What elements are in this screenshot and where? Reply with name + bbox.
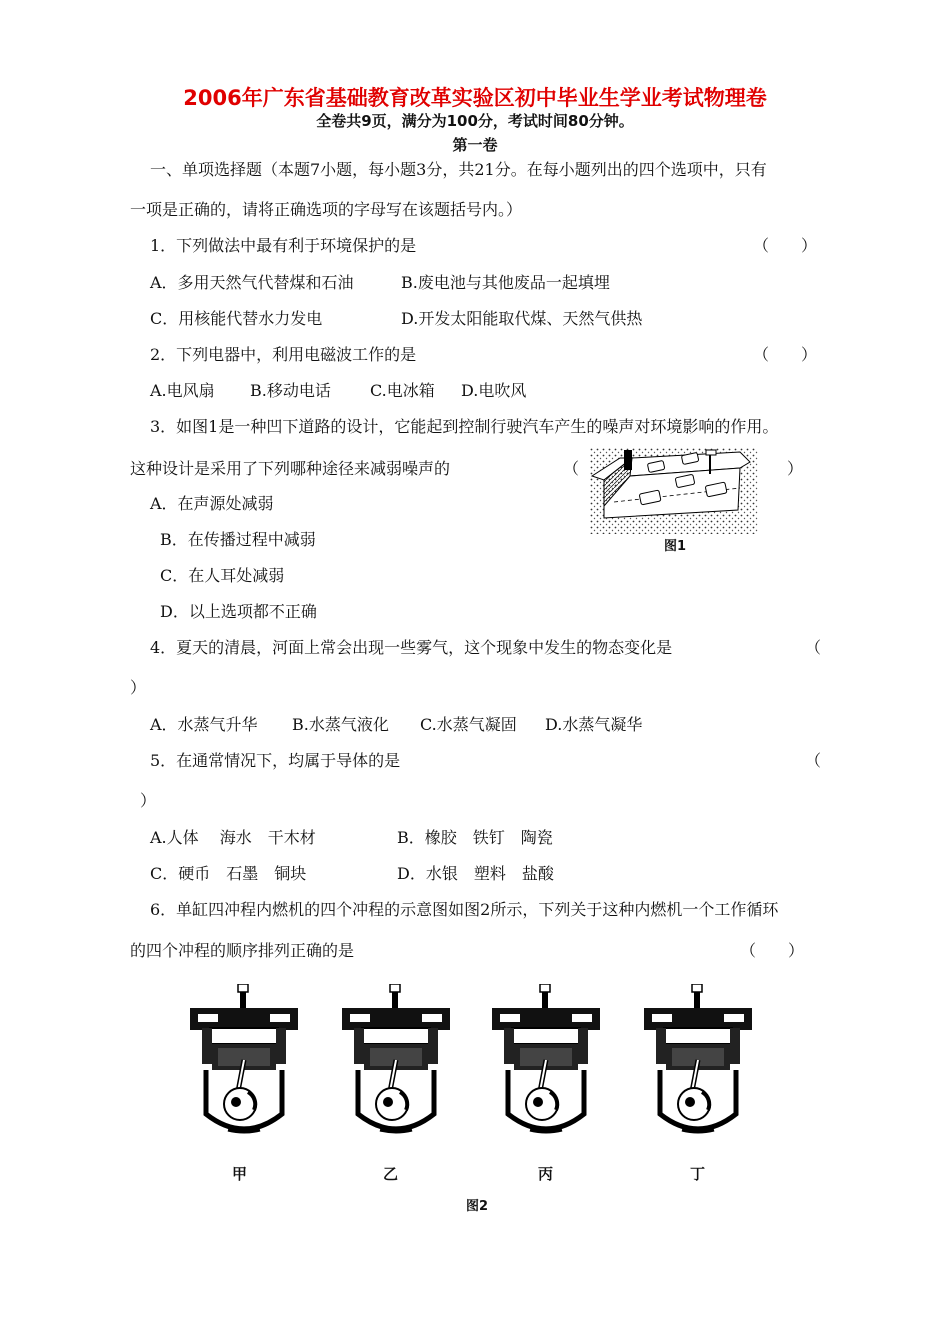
engine-stroke-bing-image xyxy=(490,984,602,1140)
figure1-caption: 图1 xyxy=(664,539,687,554)
q4-option-b: B.水蒸气液化 xyxy=(292,715,389,734)
q4-option-c: C.水蒸气凝固 xyxy=(420,715,517,734)
q3-paren-open: （ xyxy=(563,459,580,478)
q4-option-a: A．水蒸气升华 xyxy=(150,715,258,734)
q5-stem: 5．在通常情况下，均属于导体的是 xyxy=(150,751,401,770)
q1-option-b: B.废电池与其他废品一起填埋 xyxy=(401,273,610,292)
q5-paren-open: （ xyxy=(805,751,822,770)
q2-stem: 2．下列电器中，利用电磁波工作的是 xyxy=(150,345,417,364)
engine-stroke-yi-image xyxy=(340,984,452,1140)
q4-stem: 4．夏天的清晨，河面上常会出现一些雾气，这个现象中发生的物态变化是 xyxy=(150,638,673,657)
figure2-caption: 图2 xyxy=(466,1199,489,1214)
section-intro-line1: 一、单项选择题（本题7小题，每小题3分，共21分。在每小题列出的四个选项中，只有 xyxy=(150,160,767,179)
q5-option-b: B．橡胶 铁钉 陶瓷 xyxy=(397,828,553,847)
exam-title: 2006年广东省基础教育改革实验区初中毕业生学业考试物理卷 xyxy=(183,86,767,110)
engine-label-bing: 丙 xyxy=(538,1165,554,1183)
q1-answer-paren: （ ） xyxy=(753,236,818,255)
q5-option-c: C．硬币 石墨 铜块 xyxy=(150,864,307,883)
q4-paren-open: （ xyxy=(805,638,822,657)
q6-stem-line2: 的四个冲程的顺序排列正确的是 xyxy=(130,941,355,960)
q3-option-c: C．在人耳处减弱 xyxy=(160,566,285,585)
volume-heading: 第一卷 xyxy=(452,136,498,154)
q2-option-b: B.移动电话 xyxy=(250,381,331,400)
engine-label-jia: 甲 xyxy=(232,1165,248,1183)
engine-label-ding: 丁 xyxy=(690,1165,706,1183)
q6-stem-line1: 6．单缸四冲程内燃机的四个冲程的示意图如图2所示，下列关于这种内燃机一个工作循环 xyxy=(150,900,779,919)
q3-stem-line2: 这种设计是采用了下列哪种途径来减弱噪声的 xyxy=(130,459,451,478)
q3-option-d: D．以上选项都不正确 xyxy=(160,602,317,621)
engine-label-yi: 乙 xyxy=(383,1165,399,1183)
engine-stroke-jia-image xyxy=(188,984,300,1140)
q1-option-c: C．用核能代替水力发电 xyxy=(150,309,323,328)
q6-answer-paren: （ ） xyxy=(740,941,805,960)
q2-answer-paren: （ ） xyxy=(753,345,818,364)
q1-option-d: D.开发太阳能取代煤、天然气供热 xyxy=(401,309,643,328)
section-intro-line2: 一项是正确的，请将正确选项的字母写在该题括号内。） xyxy=(130,200,523,219)
q5-option-d: D．水银 塑料 盐酸 xyxy=(397,864,554,883)
figure1-sunken-road-image xyxy=(590,448,758,534)
exam-subtitle: 全卷共9页，满分为100分，考试时间80分钟。 xyxy=(316,112,634,130)
engine-stroke-ding-image xyxy=(642,984,754,1140)
q1-stem: 1．下列做法中最有利于环境保护的是 xyxy=(150,236,417,255)
q2-option-d: D.电吹风 xyxy=(461,381,527,400)
q3-stem-line1: 3．如图1是一种凹下道路的设计，它能起到控制行驶汽车产生的噪声对环境影响的作用。 xyxy=(150,417,779,436)
q5-paren-close: ） xyxy=(140,791,157,810)
q4-option-d: D.水蒸气凝华 xyxy=(545,715,643,734)
q3-option-b: B．在传播过程中减弱 xyxy=(160,530,316,549)
q2-option-c: C.电冰箱 xyxy=(370,381,435,400)
q5-option-a: A.人体 海水 干木材 xyxy=(150,828,316,847)
q1-option-a: A．多用天然气代替煤和石油 xyxy=(150,273,354,292)
q3-option-a: A．在声源处减弱 xyxy=(150,494,274,513)
q4-paren-close: ） xyxy=(130,678,147,697)
q3-paren-close: ） xyxy=(787,459,804,478)
q2-option-a: A.电风扇 xyxy=(150,381,215,400)
